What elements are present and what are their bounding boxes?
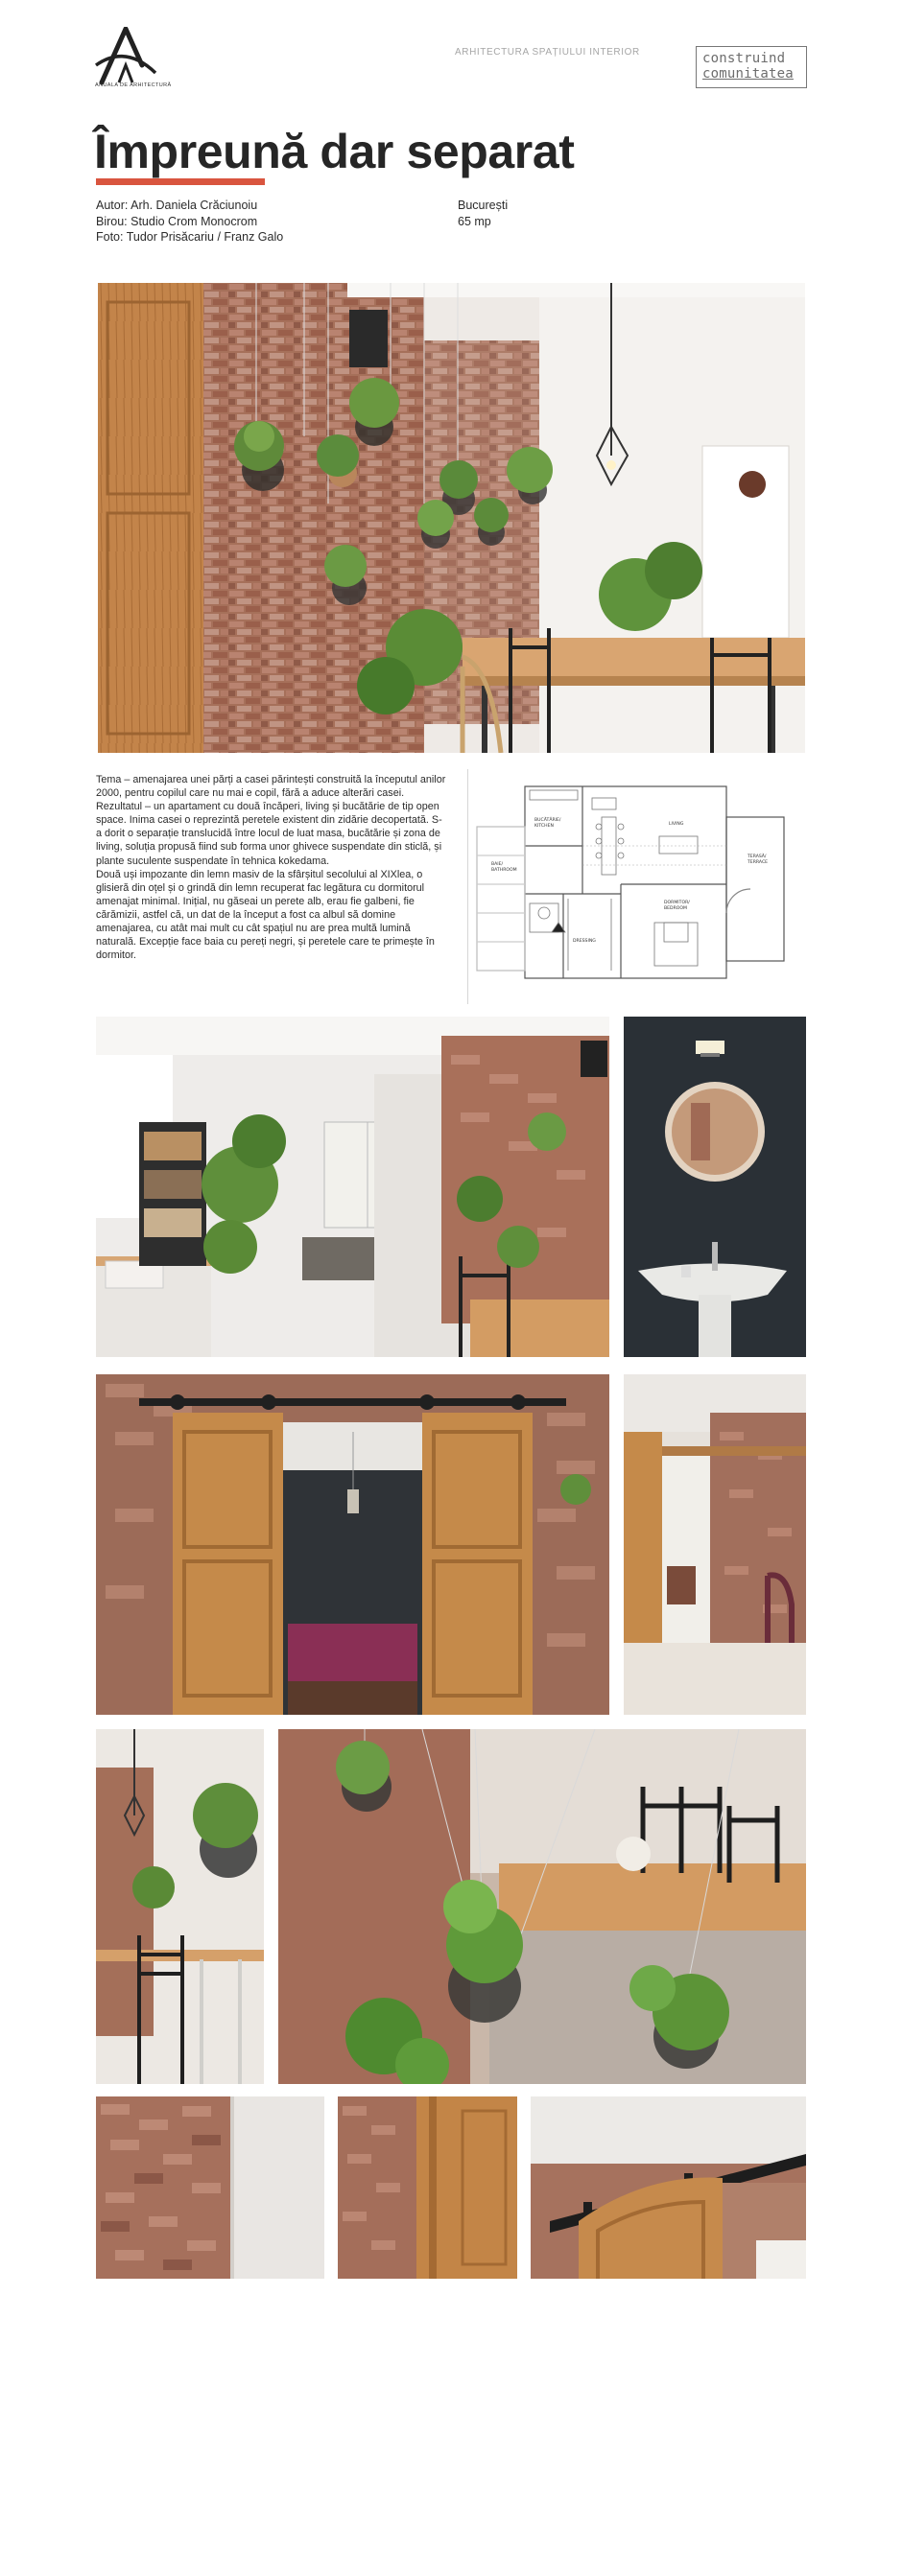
hero-photo-dining [98, 283, 805, 753]
photo-dining-corner [96, 1729, 264, 2084]
svg-text:KITCHEN: KITCHEN [534, 824, 554, 829]
photo-living-room [96, 1017, 609, 1357]
location-city: București [458, 199, 509, 212]
plan-label-bedroom: DORMITOR/ [664, 901, 690, 905]
partner-logo-line1: construind [702, 51, 786, 66]
description-paragraph-1: Tema – amenajarea unei părți a casei părintești construită la începutul anilor 2000, pentru copilul care nu mai e copil, fără a aduce alterări casei. [96, 774, 446, 800]
photo-bathroom [624, 1017, 806, 1357]
credit-office: Birou: Studio Crom Monocrom [96, 214, 258, 228]
svg-text:BEDROOM: BEDROOM [664, 906, 687, 911]
photo-doorway [624, 1374, 806, 1715]
plan-label-dressing: DRESSING [573, 939, 596, 944]
plan-label-kitchen: BUCĂTĂRIE/ [534, 818, 561, 823]
photo-detail-brick [96, 2096, 324, 2279]
annual-logo [94, 27, 157, 86]
floor-plan [467, 779, 800, 988]
location-block [458, 198, 508, 229]
description-paragraph-3: Două uși impozante din lemn masiv de la sfârșitul secolului al XIXlea, o glisieră din oțel și o grindă din lemn recuperat fac legătura cu dormitorul amenajat minimal. Inițial, nu găseai un perete alb, erau fie galbeni, fie cărămizii, astfel că, un dat de la început a fost ca albul să domine amenajarea, cu atât mai mult cu cât spațiul nu are prea multă lumină naturală. Excepție face baia cu pereți negri, și peretele care te primește în dormitor. [96, 868, 435, 962]
photo-detail-door [338, 2096, 517, 2279]
partner-logo-line2: comunitatea [702, 66, 794, 82]
svg-text:BATHROOM: BATHROOM [491, 868, 517, 873]
plan-label-terrace: TERASĂ/ [748, 855, 767, 859]
title-underline [96, 178, 265, 185]
photo-detail-rail [531, 2096, 806, 2279]
photo-sliding-doors [96, 1374, 609, 1715]
credit-photo: Foto: Tudor Prisăcariu / Franz Galo [96, 230, 284, 244]
credits-block [96, 198, 283, 246]
location-area: 65 mp [458, 214, 491, 228]
section-label: ARHITECTURA SPAȚIULUI INTERIOR [455, 47, 640, 58]
svg-text:TERRACE: TERRACE [748, 860, 769, 865]
description-paragraph-2: Rezultatul – un apartament cu două încăperi, living și bucătărie de tip open space. Inima casei o reprezintă peretele existent din zidărie decopertată. S-a dorit o separație translucidă între locul de luat masa, bucătărie și zona de living, soluția propusă fiind sub forma unor ghivece suspendate din sticlă, și plante suculente suspendate în tehnica kokedama. [96, 801, 442, 867]
photo-hanging-plants-closeup [278, 1729, 806, 2084]
logo-caption: ANUALA DE ARHITECTURĂ [95, 82, 172, 88]
plan-label-living: LIVING [669, 822, 684, 827]
plan-divider [467, 769, 468, 1004]
description-text [96, 773, 446, 962]
credit-author: Autor: Arh. Daniela Crăciunoiu [96, 199, 258, 212]
page-title: Împreună dar separat [94, 125, 575, 178]
partner-logo [696, 46, 807, 88]
plan-label-bathroom: BAIE/ [491, 862, 504, 867]
